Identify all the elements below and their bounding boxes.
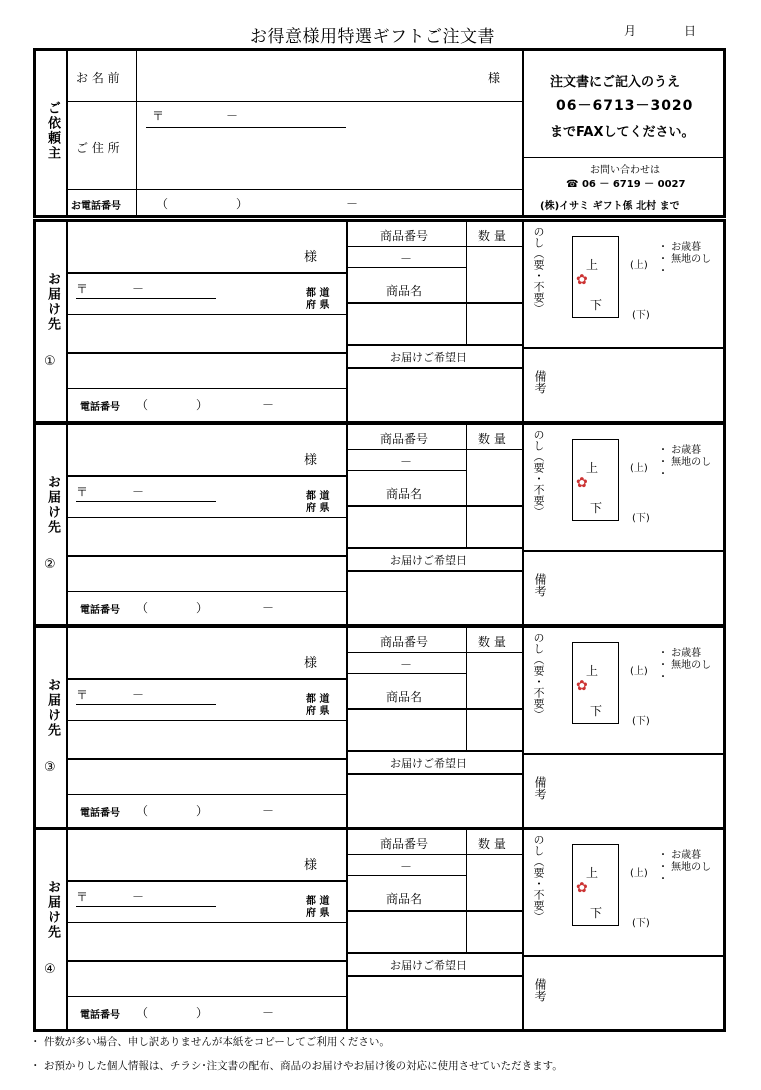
noshi-bottom-mark: (下) xyxy=(632,310,650,321)
delivery-section-4 xyxy=(33,827,726,1032)
noshi-bottom: 下 xyxy=(590,906,603,920)
delivery-postal-dash: － xyxy=(132,688,145,702)
delivery-address-field[interactable] xyxy=(68,722,344,756)
delivery-postal-mark: 〒 xyxy=(76,282,89,296)
delivery-honorific: 様 xyxy=(304,656,318,671)
quantity-label: 数 量 xyxy=(478,837,506,851)
noshi-label: のし（要・不要） xyxy=(532,632,545,720)
noshi-label: のし（要・不要） xyxy=(532,834,545,922)
delivery-phone-open: （ xyxy=(136,1006,149,1020)
delivery-phone-dash: － xyxy=(262,1006,275,1020)
remarks-label: 備考 xyxy=(533,370,547,394)
delivery-phone-close: ） xyxy=(196,601,209,615)
delivery-date-field[interactable] xyxy=(348,370,520,418)
delivery-honorific: 様 xyxy=(304,250,318,265)
delivery-side-label: お届け先 xyxy=(45,272,60,332)
delivery-address-field[interactable] xyxy=(68,316,344,350)
quantity-label: 数 量 xyxy=(478,229,506,243)
delivery-side-label: お届け先 xyxy=(45,678,60,738)
phone-open: （ xyxy=(156,197,169,211)
prefecture-top: 都 道 xyxy=(306,694,330,705)
day-label: 日 xyxy=(684,24,697,38)
address-field[interactable] xyxy=(138,131,518,186)
delivery-phone-label: 電話番号 xyxy=(80,1010,120,1021)
noshi-top: 上 xyxy=(586,258,599,272)
product-name-label: 商品名 xyxy=(386,690,423,704)
noshi-option-3: ・ xyxy=(658,874,668,885)
delivery-section-2 xyxy=(33,422,726,627)
product-name-label: 商品名 xyxy=(386,284,423,298)
noshi-top: 上 xyxy=(586,866,599,880)
noshi-option-2: ・ 無地のし xyxy=(658,660,712,671)
delivery-side-label: お届け先 xyxy=(45,880,60,940)
delivery-phone-open: （ xyxy=(136,601,149,615)
delivery-postal-dash: － xyxy=(132,890,145,904)
noshi-option-3: ・ xyxy=(658,266,668,277)
delivery-phone-dash: － xyxy=(262,398,275,412)
phone-dash: － xyxy=(346,197,359,211)
delivery-postal-mark: 〒 xyxy=(76,485,89,499)
quantity-label: 数 量 xyxy=(478,432,506,446)
product-number-label: 商品番号 xyxy=(380,229,429,243)
prefecture-bottom: 府 県 xyxy=(306,503,330,514)
delivery-date-field[interactable] xyxy=(348,573,520,621)
product-name-label: 商品名 xyxy=(386,892,423,906)
delivery-postal-mark: 〒 xyxy=(76,890,89,904)
prefecture-bottom: 府 県 xyxy=(306,300,330,311)
delivery-postal-dash: － xyxy=(132,282,145,296)
product-number-label: 商品番号 xyxy=(380,635,429,649)
delivery-date-field[interactable] xyxy=(348,978,520,1026)
delivery-phone-dash: － xyxy=(262,601,275,615)
postal-mark: 〒 xyxy=(152,109,165,123)
product-number-dash: － xyxy=(400,252,413,266)
delivery-postal-dash: － xyxy=(132,485,145,499)
inquiry-label: お問い合わせは xyxy=(590,165,660,176)
delivery-phone-open: （ xyxy=(136,398,149,412)
inquiry-phone: ☎ 06 － 6719 － 0027 xyxy=(566,179,686,190)
delivery-date-label: お届けご希望日 xyxy=(390,554,467,567)
delivery-phone-label: 電話番号 xyxy=(80,808,120,819)
footer-note-1: ・ 件数が多い場合、申し訳ありませんが本紙をコピーしてご利用ください。 xyxy=(30,1036,390,1048)
prefecture-top: 都 道 xyxy=(306,491,330,502)
name-honorific: 様 xyxy=(488,71,501,85)
remarks-label: 備考 xyxy=(533,573,547,597)
section-number: ③ xyxy=(44,760,56,775)
noshi-option-1: ・ お歳暮 xyxy=(658,445,702,456)
phone-close: ） xyxy=(236,197,249,211)
noshi-bottom: 下 xyxy=(590,704,603,718)
delivery-side-label: お届け先 xyxy=(45,475,60,535)
prefecture-bottom: 府 県 xyxy=(306,908,330,919)
noshi-option-1: ・ お歳暮 xyxy=(658,648,702,659)
delivery-address-field[interactable] xyxy=(68,519,344,553)
delivery-date-label: お届けご希望日 xyxy=(390,959,467,972)
recipient-name-field[interactable] xyxy=(68,427,288,473)
noshi-top-mark: (上) xyxy=(630,868,648,879)
product-number-dash: － xyxy=(400,455,413,469)
delivery-address-field[interactable] xyxy=(68,924,344,958)
delivery-phone-close: ） xyxy=(196,1006,209,1020)
noshi-option-3: ・ xyxy=(658,469,668,480)
phone-label: お電話番号 xyxy=(71,201,121,212)
requester-side-label: ご依頼主 xyxy=(45,101,60,161)
noshi-bottom-mark: (下) xyxy=(632,513,650,524)
product-name-label: 商品名 xyxy=(386,487,423,501)
noshi-bottom: 下 xyxy=(590,501,603,515)
prefecture-top: 都 道 xyxy=(306,896,330,907)
product-number-dash: － xyxy=(400,860,413,874)
noshi-label: のし（要・不要） xyxy=(532,429,545,517)
prefecture-bottom: 府 県 xyxy=(306,706,330,717)
section-number: ② xyxy=(44,557,56,572)
section-number: ① xyxy=(44,354,56,369)
noshi-bottom-mark: (下) xyxy=(632,918,650,929)
product-number-dash: － xyxy=(400,658,413,672)
quantity-field[interactable] xyxy=(468,856,520,950)
delivery-postal-mark: 〒 xyxy=(76,688,89,702)
delivery-phone-dash: － xyxy=(262,804,275,818)
noshi-option-2: ・ 無地のし xyxy=(658,457,712,468)
postal-dash: － xyxy=(226,109,239,123)
address-label: ご 住 所 xyxy=(76,141,120,155)
delivery-date-field[interactable] xyxy=(348,776,520,824)
remarks-field[interactable] xyxy=(550,958,722,1026)
delivery-phone-label: 電話番号 xyxy=(80,402,120,413)
delivery-date-label: お届けご希望日 xyxy=(390,757,467,770)
product-number-label: 商品番号 xyxy=(380,837,429,851)
delivery-phone-label: 電話番号 xyxy=(80,605,120,616)
noshi-bottom-mark: (下) xyxy=(632,716,650,727)
delivery-section-1 xyxy=(33,219,726,424)
noshi-option-2: ・ 無地のし xyxy=(658,862,712,873)
name-label: お 名 前 xyxy=(76,71,120,85)
noshi-bottom: 下 xyxy=(590,298,603,312)
delivery-honorific: 様 xyxy=(304,453,318,468)
fax-line-1: 注文書にご記入のうえ xyxy=(550,75,681,90)
noshi-top-mark: (上) xyxy=(630,463,648,474)
product-number-label: 商品番号 xyxy=(380,432,429,446)
recipient-name-field[interactable] xyxy=(68,224,288,270)
noshi-label: のし（要・不要） xyxy=(532,226,545,314)
fax-line-3: までFAXしてください。 xyxy=(550,125,695,140)
quantity-field[interactable] xyxy=(468,248,520,342)
noshi-top: 上 xyxy=(586,461,599,475)
inquiry-company: (株)イサミ ギフト係 北村 まで xyxy=(540,201,680,212)
recipient-name-field[interactable] xyxy=(68,630,288,676)
noshi-option-3: ・ xyxy=(658,672,668,683)
delivery-phone-close: ） xyxy=(196,804,209,818)
recipient-name-field[interactable] xyxy=(68,832,288,878)
delivery-phone-open: （ xyxy=(136,804,149,818)
remarks-field[interactable] xyxy=(550,350,722,418)
page-title: お得意様用特選ギフトご注文書 xyxy=(250,27,495,47)
noshi-top: 上 xyxy=(586,664,599,678)
noshi-option-2: ・ 無地のし xyxy=(658,254,712,265)
noshi-option-1: ・ お歳暮 xyxy=(658,850,702,861)
requester-block xyxy=(33,48,726,218)
fax-line-2: 06－6713－3020 xyxy=(556,98,694,114)
footer-note-2: ・ お預かりした個人情報は、チラシ･注文書の配布、商品のお届けやお届け後の対応に使用させていただきます。 xyxy=(30,1060,563,1072)
quantity-label: 数 量 xyxy=(478,635,506,649)
noshi-ribbon-icon: ✿ xyxy=(576,678,588,694)
noshi-ribbon-icon: ✿ xyxy=(576,880,588,896)
noshi-ribbon-icon: ✿ xyxy=(576,475,588,491)
name-field[interactable] xyxy=(138,53,478,99)
delivery-date-label: お届けご希望日 xyxy=(390,351,467,364)
delivery-honorific: 様 xyxy=(304,858,318,873)
remarks-label: 備考 xyxy=(533,776,547,800)
section-number: ④ xyxy=(44,962,56,977)
quantity-field[interactable] xyxy=(468,451,520,545)
month-label: 月 xyxy=(624,24,637,38)
noshi-ribbon-icon: ✿ xyxy=(576,272,588,288)
noshi-option-1: ・ お歳暮 xyxy=(658,242,702,253)
remarks-field[interactable] xyxy=(550,756,722,824)
remarks-label: 備考 xyxy=(533,978,547,1002)
prefecture-top: 都 道 xyxy=(306,288,330,299)
delivery-section-3 xyxy=(33,625,726,830)
noshi-top-mark: (上) xyxy=(630,666,648,677)
remarks-field[interactable] xyxy=(550,553,722,621)
noshi-top-mark: (上) xyxy=(630,260,648,271)
quantity-field[interactable] xyxy=(468,654,520,748)
delivery-phone-close: ） xyxy=(196,398,209,412)
